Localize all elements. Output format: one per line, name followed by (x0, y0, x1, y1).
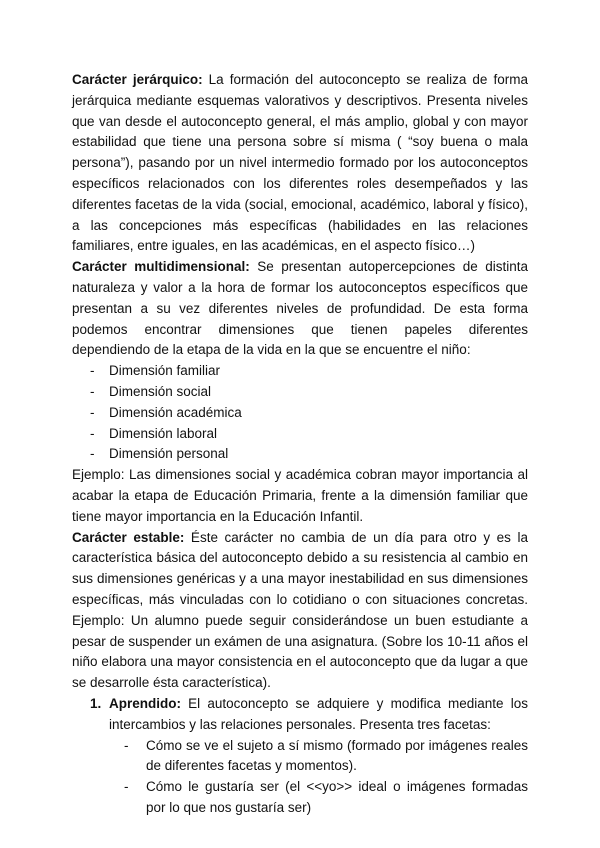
dash-bullet: - (90, 363, 95, 379)
heading-jerarquico: Carácter jerárquico: (72, 72, 203, 87)
list-item-text: Cómo le gustaría ser (el <<yo>> ideal o imágenes formadas por lo que nos gustaría ser) (146, 779, 528, 815)
list-item (72, 736, 528, 778)
dash-bullet: - (124, 779, 129, 795)
dash-bullet: - (124, 737, 129, 753)
heading-multidimensional: Carácter multidimensional: (72, 259, 250, 275)
dash-bullet: - (90, 383, 95, 399)
text-estable: Éste carácter no cambia de un día para otro y es la característica básica del autoconcepto debido a su resistencia al cambio en sus dimensiones genéricas y a una mayor inestabilidad en sus dimensiones específicas, más vinculadas con lo cotidiano o con situaciones concretas. Ejemplo: Un alumno puede seguir considerándose un buen estudiante a pesar de suspender un exámen de una asignatura. (Sobre los 10-11 años el niño elabora una mayor consistencia en el autoconcepto que da lugar a que se desarrolle ésta característica). (72, 529, 529, 691)
text-jerarquico: La formación del autoconcepto se realiza de forma jerárquica mediante esquemas valorativos y descriptivos. Presenta niveles que van desde el autoconcepto general, el más amplio, global y con mayor estabilidad que tiene una persona sobre sí misma ( “soy buena o mala persona”), pasando por un nivel intermedio formado por los autoconceptos específicos relacionados con los diferentes roles desempeñados y las diferentes facetas de la vida (social, emocional, académico, laboral y físico), a las concepciones más específicas (habilidades en las relaciones familiares, entre iguales, en las académicas, en el aspecto físico…) (72, 72, 528, 254)
facet-list (72, 736, 528, 819)
document-page (72, 70, 528, 819)
text-aprendido: El autoconcepto se adquiere y modifica mediante los intercambios y las relaciones personales. Presenta tres facetas: (109, 695, 528, 732)
list-item (72, 361, 528, 382)
numbered-item-aprendido (72, 694, 528, 736)
list-item (72, 424, 528, 445)
dash-bullet: - (90, 404, 95, 420)
list-item (72, 444, 528, 465)
list-item-text: Dimensión social (109, 383, 212, 399)
dash-bullet: - (90, 446, 95, 462)
paragraph-example: Ejemplo: Las dimensiones social y académica cobran mayor importancia al acabar la etapa de Educación Primaria, frente a la dimensión familiar que tiene mayor importancia en la Educación Infantil. (72, 467, 528, 524)
list-item-text: Cómo se ve el sujeto a sí mismo (formado por imágenes reales de diferentes facetas y momentos). (146, 737, 528, 774)
list-item-text: Dimensión personal (109, 446, 229, 462)
text-multidimensional: Se presentan autopercepciones de distinta naturaleza y valor a la hora de formar los autoconceptos específicos que presentan a su vez diferentes niveles de profundidad. De esta forma podemos encontrar dimensiones que tienen papeles diferentes dependiendo de la etapa de la vida en la que se encuentre el niño: (72, 259, 528, 358)
dash-bullet: - (90, 425, 95, 441)
list-item-text: Dimensión laboral (109, 425, 218, 441)
heading-aprendido: Aprendido: (109, 695, 181, 711)
list-item-text: Dimensión familiar (109, 363, 221, 379)
list-item (72, 777, 528, 819)
dimension-list (72, 361, 528, 465)
paragraph-jerarquico (72, 70, 528, 257)
list-item (72, 403, 528, 424)
list-item (72, 382, 528, 403)
list-item-text: Dimensión académica (109, 404, 242, 420)
paragraph-estable (72, 528, 528, 694)
item-number: 1. (90, 695, 102, 711)
paragraph-multidimensional (72, 257, 528, 361)
heading-estable: Carácter estable: (72, 529, 185, 545)
